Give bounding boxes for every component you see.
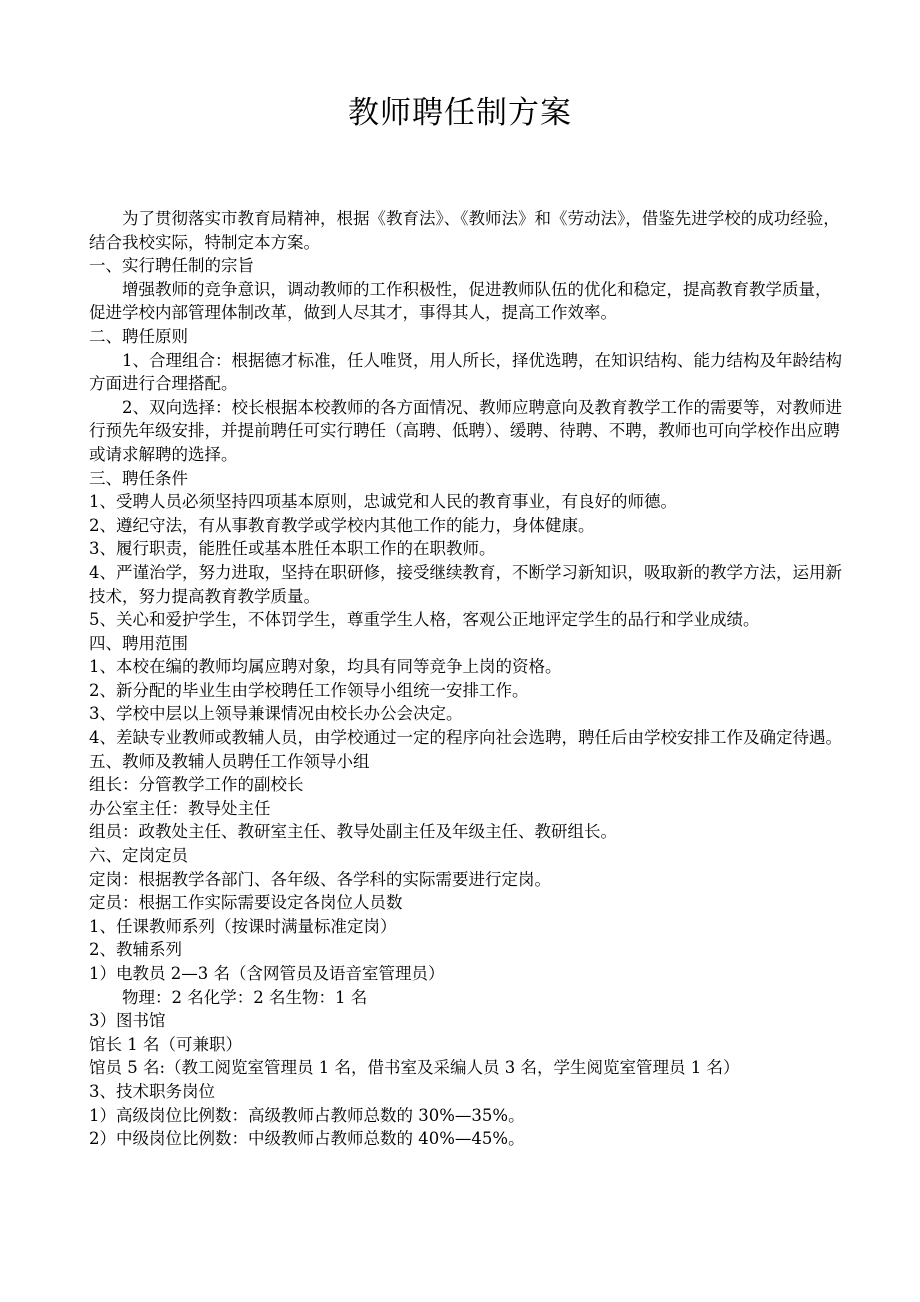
- paragraph: 4、差缺专业教师或教辅人员，由学校通过一定的程序向社会选聘，聘任后由学校安排工作及确定待遇。: [89, 728, 842, 748]
- paragraph: 3、技术职务岗位: [89, 1081, 215, 1101]
- paragraph: 五、教师及教辅人员聘任工作领导小组: [89, 751, 370, 771]
- paragraph: 馆长 1 名（可兼职）: [89, 1034, 242, 1054]
- document-title: 教师聘任制方案: [348, 95, 572, 131]
- paragraph: 3、履行职责，能胜任或基本胜任本职工作的在职教师。: [89, 539, 496, 559]
- paragraph: 2、教辅系列: [89, 940, 182, 960]
- paragraph: 1、合理组合：根据德才标准，任人唯贤，用人所长，择优选聘，在知识结构、能力结构及年龄结构方面进行合理搭配。: [89, 350, 842, 394]
- paragraph: 组员：政教处主任、教研室主任、教导处副主任及年级主任、教研组长。: [89, 822, 617, 842]
- paragraph: 馆员 5 名:（教工阅览室管理员 1 名，借书室及采编人员 3 名，学生阅览室管理员 1 名）: [89, 1058, 740, 1078]
- paragraph: 3）图书馆: [89, 1011, 166, 1031]
- paragraph: 组长：分管教学工作的副校长: [89, 775, 304, 795]
- paragraph: 1、受聘人员必须坚持四项基本原则，忠诚党和人民的教育事业，有良好的师德。: [89, 492, 677, 512]
- paragraph: 1）高级岗位比例数：高级教师占教师总数的 30%—35%。: [89, 1105, 525, 1125]
- paragraph: 2、新分配的毕业生由学校聘任工作领导小组统一安排工作。: [89, 680, 529, 700]
- paragraph: 定员：根据工作实际需要设定各岗位人员数: [89, 893, 403, 913]
- paragraph: 办公室主任：教导处主任: [89, 798, 271, 818]
- paragraph: 定岗：根据教学各部门、各年级、各学科的实际需要进行定岗。: [89, 869, 551, 889]
- paragraph: 1、任课教师系列（按课时满量标准定岗）: [89, 916, 397, 936]
- paragraph: 六、定岗定员: [89, 846, 188, 866]
- paragraph: 二、聘任原则: [89, 326, 188, 346]
- paragraph: 为了贯彻落实市教育局精神，根据《教育法》、《教师法》和《劳动法》，借鉴先进学校的成功经验，结合我校实际，特制定本方案。: [89, 209, 840, 252]
- paragraph: 三、聘任条件: [89, 468, 188, 488]
- paragraph: 物理：2 名化学：2 名生物：1 名: [122, 987, 368, 1007]
- paragraph: 四、聘用范围: [89, 633, 188, 653]
- paragraph: 1、本校在编的教师均属应聘对象，均具有同等竞争上岗的资格。: [89, 657, 562, 677]
- paragraph: 1）电教员 2—3 名（含网管员及语音室管理员）: [89, 964, 445, 983]
- paragraph: 一、实行聘任制的宗旨: [89, 256, 254, 276]
- paragraph: 增强教师的竞争意识，调动教师的工作积极性，促进教师队伍的优化和稳定，提高教育教学质量，促进学校内部管理体制改革，做到人尽其才，事得其人，提高工作效率。: [89, 279, 832, 323]
- document-body: [89, 207, 847, 1151]
- paragraph: 2、双向选择：校长根据本校教师的各方面情况、教师应聘意向及教育教学工作的需要等，对教师进行预先年级安排，并提前聘任可实行聘任（高聘、低聘）、缓聘、待聘、不聘，教师也可向学校作出应聘或请求解聘的选择。: [89, 397, 842, 464]
- paragraph: 2）中级岗位比例数：中级教师占教师总数的 40%—45%。: [89, 1129, 525, 1149]
- paragraph: 4、严谨治学，努力进取，坚持在职研修，接受继续教育，不断学习新知识，吸取新的教学方法，运用新技术，努力提高教育教学质量。: [89, 562, 842, 606]
- paragraph: 3、学校中层以上领导兼课情况由校长办公会决定。: [89, 704, 463, 724]
- paragraph: 5、关心和爱护学生，不体罚学生，尊重学生人格，客观公正地评定学生的品行和学业成绩。: [89, 610, 760, 630]
- paragraph: 2、遵纪守法，有从事教育教学或学校内其他工作的能力，身体健康。: [89, 515, 595, 535]
